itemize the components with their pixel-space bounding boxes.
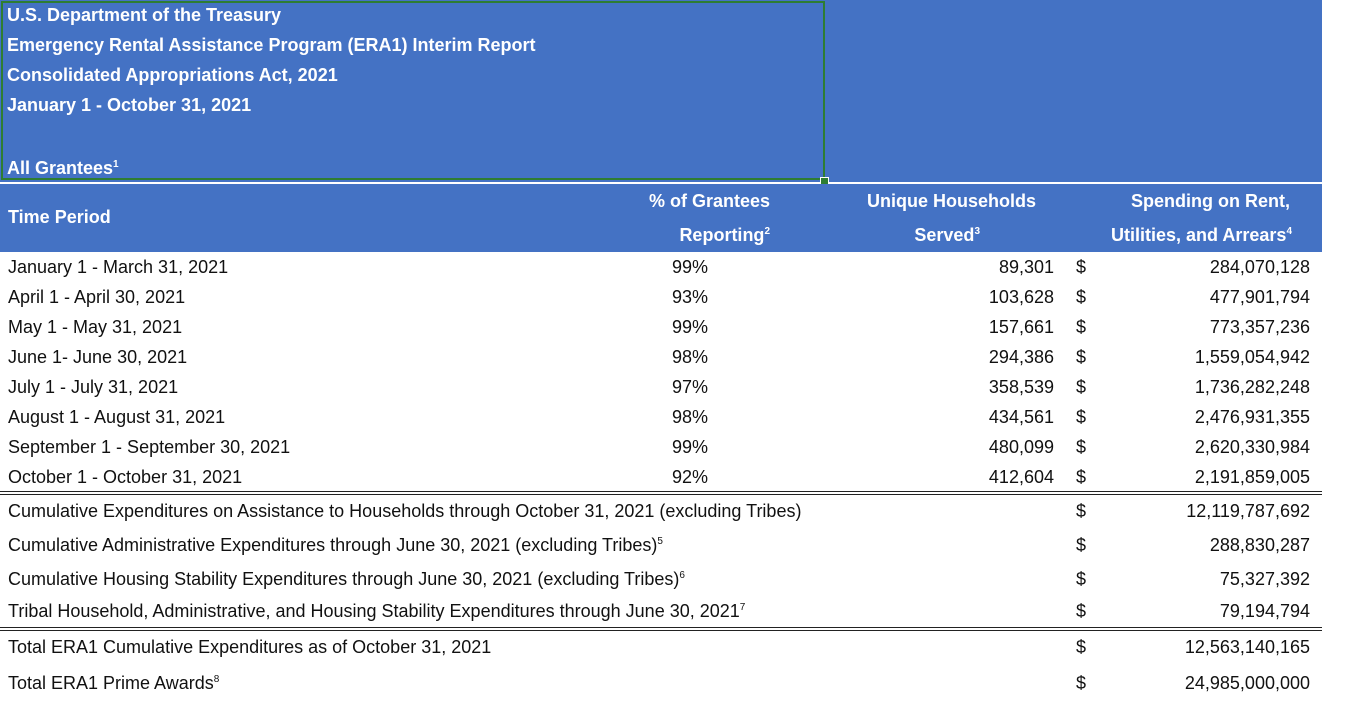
total-label-text: Total ERA1 Prime Awards bbox=[8, 673, 214, 693]
spending-cell: 284,070,128 bbox=[1209, 257, 1310, 277]
total-label bbox=[8, 668, 219, 698]
time-period-cell: May 1 - May 31, 2021 bbox=[8, 317, 183, 337]
cumulative-row[interactable] bbox=[0, 530, 1322, 560]
spending-cell: 2,476,931,355 bbox=[1194, 407, 1310, 427]
cumulative-row[interactable] bbox=[0, 564, 1322, 594]
pct-reporting-cell: 92% bbox=[671, 467, 709, 487]
pct-reporting-cell: 93% bbox=[671, 287, 709, 307]
time-period-cell: August 1 - August 31, 2021 bbox=[8, 407, 226, 427]
time-period-cell: June 1- June 30, 2021 bbox=[8, 347, 188, 367]
table-row[interactable] bbox=[0, 432, 1322, 462]
time-period-cell: July 1 - July 31, 2021 bbox=[8, 377, 179, 397]
column-header-row bbox=[0, 184, 1322, 252]
cumulative-amount: 12,119,787,692 bbox=[1186, 501, 1310, 521]
total-row[interactable] bbox=[0, 668, 1322, 698]
pct-reporting-cell: 98% bbox=[671, 407, 709, 427]
table-row[interactable] bbox=[0, 312, 1322, 342]
cumulative-label-text: Cumulative Expenditures on Assistance to Households through October 31, 2021 (excluding Tribes) bbox=[8, 501, 802, 521]
currency-symbol: $ bbox=[1075, 467, 1086, 487]
currency-symbol: $ bbox=[1075, 317, 1086, 337]
footnote-marker: 1 bbox=[113, 159, 119, 170]
cumulative-amount: 75,327,392 bbox=[1219, 569, 1310, 589]
currency-symbol: $ bbox=[1075, 673, 1086, 693]
spending-cell: 1,736,282,248 bbox=[1194, 377, 1310, 397]
time-period-cell: September 1 - September 30, 2021 bbox=[8, 437, 291, 457]
cumulative-label-text: Tribal Household, Administrative, and Housing Stability Expenditures through June 30, 2021 bbox=[8, 601, 740, 621]
header-spending-text: Utilities, and Arrears bbox=[1111, 225, 1287, 245]
pct-reporting-cell: 97% bbox=[671, 377, 709, 397]
cumulative-row[interactable] bbox=[0, 596, 1322, 626]
title-department: U.S. Department of the Treasury bbox=[7, 5, 282, 25]
double-border-divider bbox=[0, 491, 1322, 495]
cumulative-label bbox=[8, 496, 801, 526]
footnote-marker: 4 bbox=[1286, 226, 1292, 237]
header-households-text: Served bbox=[914, 225, 975, 245]
footnote-marker: 2 bbox=[764, 226, 770, 237]
total-row[interactable] bbox=[0, 632, 1322, 662]
currency-symbol: $ bbox=[1075, 569, 1086, 589]
pct-reporting-cell: 98% bbox=[671, 347, 709, 367]
pct-reporting-cell: 99% bbox=[671, 437, 709, 457]
cumulative-label bbox=[8, 530, 663, 560]
total-amount: 24,985,000,000 bbox=[1184, 673, 1310, 693]
footnote-marker: 7 bbox=[739, 602, 746, 613]
header-pct-text: Reporting bbox=[679, 225, 765, 245]
spending-cell: 773,357,236 bbox=[1209, 317, 1310, 337]
title-program: Emergency Rental Assistance Program (ERA1) Interim Report bbox=[7, 35, 536, 55]
cumulative-label-text: Cumulative Housing Stability Expenditures through June 30, 2021 (excluding Tribes) bbox=[8, 569, 680, 589]
currency-symbol: $ bbox=[1075, 501, 1086, 521]
pct-reporting-cell: 99% bbox=[671, 257, 709, 277]
cumulative-label bbox=[8, 596, 745, 626]
currency-symbol: $ bbox=[1075, 347, 1086, 367]
currency-symbol: $ bbox=[1075, 601, 1086, 621]
currency-symbol: $ bbox=[1075, 437, 1086, 457]
header-pct-line1: % of Grantees bbox=[648, 191, 770, 211]
footnote-marker: 6 bbox=[679, 570, 685, 581]
households-cell: 434,561 bbox=[988, 407, 1054, 427]
title-act: Consolidated Appropriations Act, 2021 bbox=[7, 65, 338, 85]
table-row[interactable] bbox=[0, 462, 1322, 492]
table-row[interactable] bbox=[0, 252, 1322, 282]
total-label-text: Total ERA1 Cumulative Expenditures as of October 31, 2021 bbox=[8, 637, 492, 657]
time-period-cell: April 1 - April 30, 2021 bbox=[8, 287, 186, 307]
cumulative-amount: 288,830,287 bbox=[1209, 535, 1310, 555]
header-spending-line2 bbox=[1060, 218, 1292, 252]
footnote-marker: 3 bbox=[974, 226, 980, 237]
table-row[interactable] bbox=[0, 372, 1322, 402]
cell-selection-border bbox=[1, 1, 825, 180]
households-cell: 480,099 bbox=[988, 437, 1054, 457]
table-row[interactable] bbox=[0, 342, 1322, 372]
spending-cell: 2,620,330,984 bbox=[1194, 437, 1310, 457]
header-time-period: Time Period bbox=[8, 207, 111, 227]
currency-symbol: $ bbox=[1075, 257, 1086, 277]
footnote-marker: 5 bbox=[657, 536, 663, 547]
cumulative-amount: 79,194,794 bbox=[1219, 601, 1310, 621]
table-row[interactable] bbox=[0, 282, 1322, 312]
currency-symbol: $ bbox=[1075, 287, 1086, 307]
header-pct-line2 bbox=[620, 218, 770, 252]
households-cell: 412,604 bbox=[988, 467, 1054, 487]
time-period-cell: January 1 - March 31, 2021 bbox=[8, 257, 229, 277]
total-label bbox=[8, 632, 491, 662]
households-cell: 89,301 bbox=[998, 257, 1054, 277]
header-households-line1: Unique Households bbox=[866, 191, 1036, 211]
header-households-line2 bbox=[840, 218, 980, 252]
currency-symbol: $ bbox=[1075, 535, 1086, 555]
pct-reporting-cell: 99% bbox=[671, 317, 709, 337]
spending-cell: 1,559,054,942 bbox=[1194, 347, 1310, 367]
cumulative-label bbox=[8, 564, 685, 594]
title-date-range: January 1 - October 31, 2021 bbox=[7, 95, 252, 115]
households-cell: 103,628 bbox=[988, 287, 1054, 307]
households-cell: 358,539 bbox=[988, 377, 1054, 397]
currency-symbol: $ bbox=[1075, 637, 1086, 657]
currency-symbol: $ bbox=[1075, 377, 1086, 397]
cumulative-row[interactable] bbox=[0, 496, 1322, 526]
cumulative-label-text: Cumulative Administrative Expenditures through June 30, 2021 (excluding Tribes) bbox=[8, 535, 658, 555]
households-cell: 294,386 bbox=[988, 347, 1054, 367]
total-amount: 12,563,140,165 bbox=[1184, 637, 1310, 657]
time-period-cell: October 1 - October 31, 2021 bbox=[8, 467, 243, 487]
currency-symbol: $ bbox=[1075, 407, 1086, 427]
spending-cell: 477,901,794 bbox=[1209, 287, 1310, 307]
table-row[interactable] bbox=[0, 402, 1322, 432]
households-cell: 157,661 bbox=[988, 317, 1054, 337]
grantees-text: All Grantees bbox=[7, 158, 114, 178]
header-spending-line1: Spending on Rent, bbox=[1131, 191, 1290, 211]
spending-cell: 2,191,859,005 bbox=[1194, 467, 1310, 487]
double-border-divider bbox=[0, 627, 1322, 631]
footnote-marker: 8 bbox=[213, 674, 220, 685]
